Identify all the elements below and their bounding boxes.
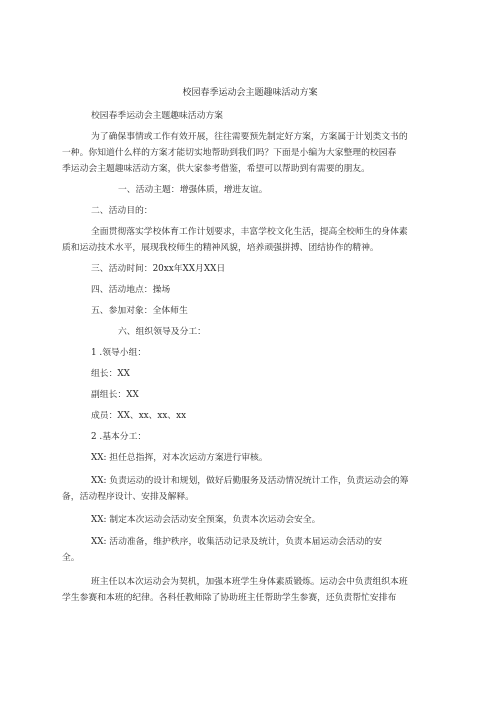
section-organization: 六、组织领导及分工：	[118, 327, 206, 337]
section-purpose-heading: 二、活动目的：	[91, 206, 153, 216]
duty-3: XX: 制定本次运动会活动安全预案，负责本次运动会安全。	[91, 515, 321, 525]
group-vice-leader: 副组长：XX	[91, 390, 139, 400]
document-title: 校园春季运动会主题趣味活动方案	[182, 88, 318, 98]
purpose-line-1: 全面贯彻落实学校体育工作计划要求，丰富学校文化生活，提高全校师生的身体素	[91, 227, 408, 237]
section-location: 四、活动地点：操场	[91, 285, 171, 295]
duty-1: XX: 担任总指挥，对本次运动方案进行审核。	[91, 453, 268, 463]
duty-2-line-1: XX: 负责运动的设计和规划，做好后勤服务及活动情况统计工作，负责运动会的筹	[91, 476, 409, 486]
intro-line-3: 季运动会主题趣味活动方案，供大家参考借鉴，希望可以帮助到有需要的朋友。	[62, 164, 370, 174]
intro-line-1: 为了确保事情或工作有效开展，往往需要预先制定好方案，方案属于计划类文书的	[91, 132, 408, 142]
section-time: 三、活动时间：20xx年XX月XX日	[91, 264, 226, 274]
group-leader: 组长：XX	[91, 369, 130, 379]
closing-line-2: 学生参赛和本班的纪律。各科任教师除了协助班主任帮助学生参赛，还负责帮忙安排布	[62, 593, 397, 603]
intro-line-2: 一种。你知道什么样的方案才能切实地帮助到我们吗？下面是小编为大家整理的校园春	[62, 148, 397, 158]
duty-4-line-2: 全。	[62, 553, 80, 563]
section-participants: 五、参加对象：全体师生	[91, 306, 188, 316]
closing-line-1: 班主任以本次运动会为契机，加强本班学生身体素质锻炼。运动会中负责组织本班	[91, 577, 408, 587]
document-subtitle: 校园春季运动会主题趣味活动方案	[91, 111, 223, 121]
section-theme: 一、活动主题：增强体质，增进友谊。	[118, 185, 268, 195]
subsection-duties: 2 .基本分工：	[91, 432, 147, 442]
subsection-leadership: 1 .领导小组：	[91, 348, 147, 358]
duty-4-line-1: XX: 活动准备，维护秩序，收集活动记录及统计，负责本届运动会活动的安	[91, 537, 382, 547]
duty-2-line-2: 备，活动程序设计、安排及解释。	[62, 492, 194, 502]
purpose-line-2: 质和运动技术水平，展现我校师生的精神风貌，培养顽强拼搏、团结协作的精神。	[62, 243, 379, 253]
group-members: 成员：XX、xx、xx、xx	[91, 411, 187, 421]
